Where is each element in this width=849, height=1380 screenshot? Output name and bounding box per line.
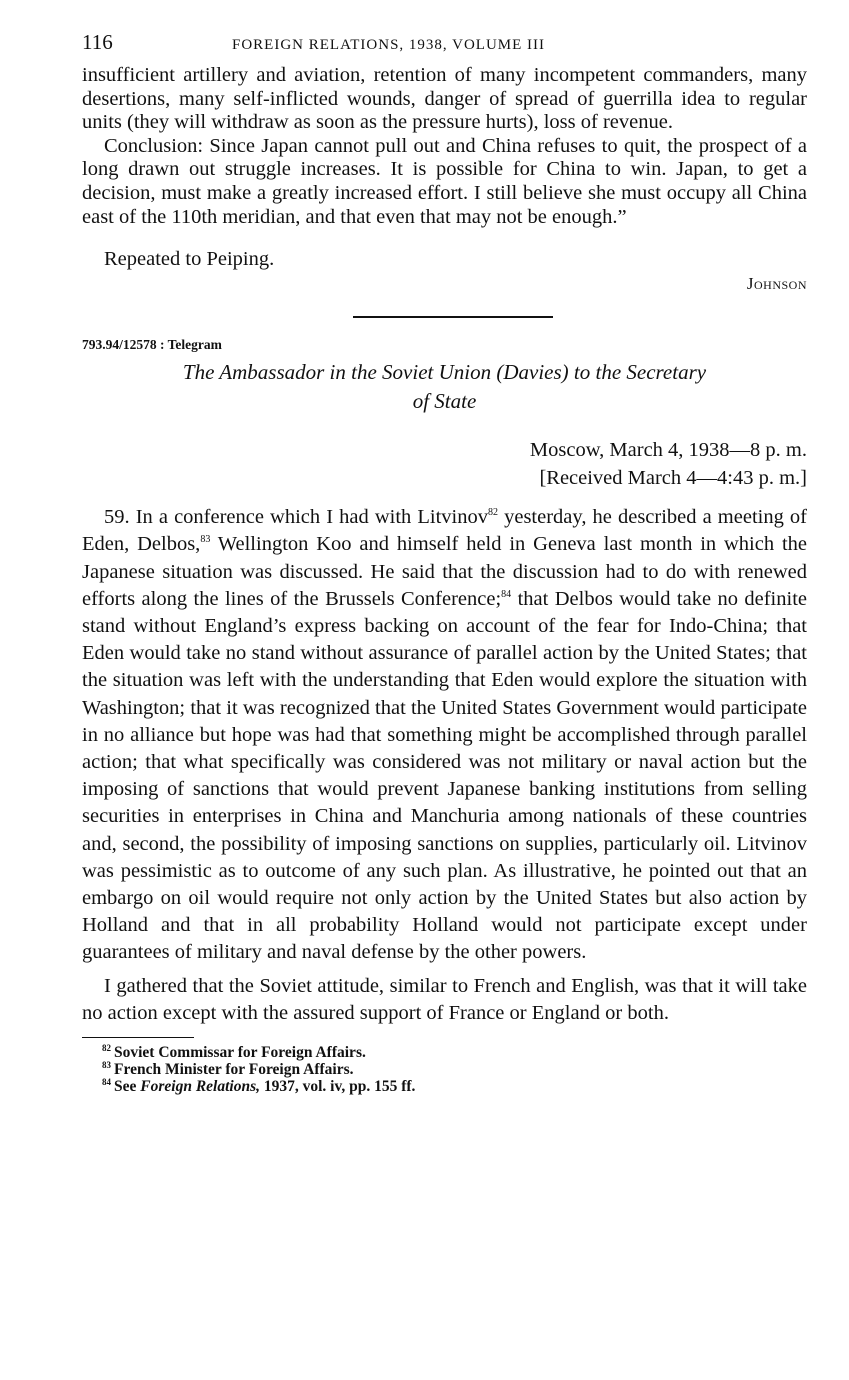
document-title-line-1: The Ambassador in the Soviet Union (Davies) to the Secretary: [182, 360, 707, 385]
dateline: Moscow, March 4, 1938—8 p. m.: [529, 439, 807, 462]
footnote-83: [102, 1061, 807, 1078]
file-reference: 793.94/12578 : Telegram: [82, 337, 222, 353]
footnote-82: [102, 1044, 807, 1061]
text-segment: 59. In a conference which I had with Litvinov: [104, 506, 489, 529]
footnote-mark: 83: [102, 1059, 111, 1070]
text-segment: yesterday, he described a meeting of Eden, Delbos,: [82, 506, 808, 556]
document-page: [82, 30, 807, 1095]
telegram-body: [82, 504, 807, 1027]
telegram-paragraph-1: [82, 504, 807, 966]
footnote-text: Soviet Commissar for Foreign Affairs.: [114, 1044, 366, 1062]
footnote-divider: [82, 1037, 194, 1038]
footnote-text: French Minister for Foreign Affairs.: [114, 1061, 354, 1079]
running-header: [82, 30, 807, 64]
footnote-citation-title: Foreign Relations,: [140, 1078, 260, 1096]
signature: Johnson: [746, 274, 807, 294]
running-title: FOREIGN RELATIONS, 1938, VOLUME III: [232, 37, 546, 53]
footnote-text-suffix: 1937, vol. iv, pp. 155 ff.: [259, 1078, 416, 1096]
footnote-text-prefix: See: [114, 1078, 141, 1096]
footnote-ref-82: 82: [488, 507, 499, 519]
document-title-line-2: of State: [412, 389, 477, 414]
footnotes: [102, 1044, 807, 1095]
footnote-ref-84: 84: [501, 588, 512, 600]
page-number: 116: [82, 30, 113, 54]
dateline-block: [82, 436, 807, 492]
text-segment: Wellington Koo and himself held in Geneva last month in which the Japanese situation was discussed. He said that the discussion had to do with renewed efforts along the lines of the Brussels Conference;: [82, 533, 807, 610]
footnote-84: [102, 1078, 807, 1095]
received-line: [Received March 4—4:43 p. m.]: [539, 467, 807, 490]
text-segment: that Delbos would take no definite stand without England’s express backing on account of the fear for Indo-China; that Eden would take no stand without assurance of parallel action by the United States; that the situation was left with the understanding that Eden would explore the situation with Washington; that it was recognized that the United States Government would participate in no alliance but hope was had that something might be accomplished through parallel action; that what specifically was considered was not military or naval action but the imposing of sanctions that would prevent Japanese banking institutions from selling securities in enterprises in China and Manchuria among nationals of these countries and, second, the possibility of imposing sanctions on supplies, particularly oil. Litvinov was pessimistic as to outcome of any such plan. As illustrative, he pointed out that an embargo on oil would require not only action by the United States but also action by Holland and that in all probability Holland would not participate except under guarantees of military and naval defense by the other powers.: [82, 587, 807, 964]
document-title: [82, 358, 807, 416]
section-divider: [353, 316, 553, 318]
continuation-paragraph-conclusion: Conclusion: Since Japan cannot pull out and China refuses to quit, the prospect of a long drawn out struggle increases. It is possible for China to win. Japan, to get a decision, must make a greatly increased effort. I still believe she must occupy all China east of the 110th meridian, and that even that may not be enough.”: [82, 134, 807, 228]
footnote-ref-83: 83: [200, 534, 211, 546]
telegram-paragraph-2: I gathered that the Soviet attitude, similar to French and English, was that it will take no action except with the assured support of France or England or both.: [82, 974, 807, 1024]
continuation-paragraph-1: insufficient artillery and aviation, retention of many incompetent commanders, many desertions, many self-inflicted wounds, danger of spread of guerrilla idea to regular units (they will withdraw as soon as the pressure hurts), loss of revenue.: [82, 64, 807, 134]
footnote-mark: 84: [102, 1076, 111, 1087]
repeated-to-line: Repeated to Peiping.: [104, 248, 275, 271]
footnote-mark: 82: [102, 1042, 111, 1053]
